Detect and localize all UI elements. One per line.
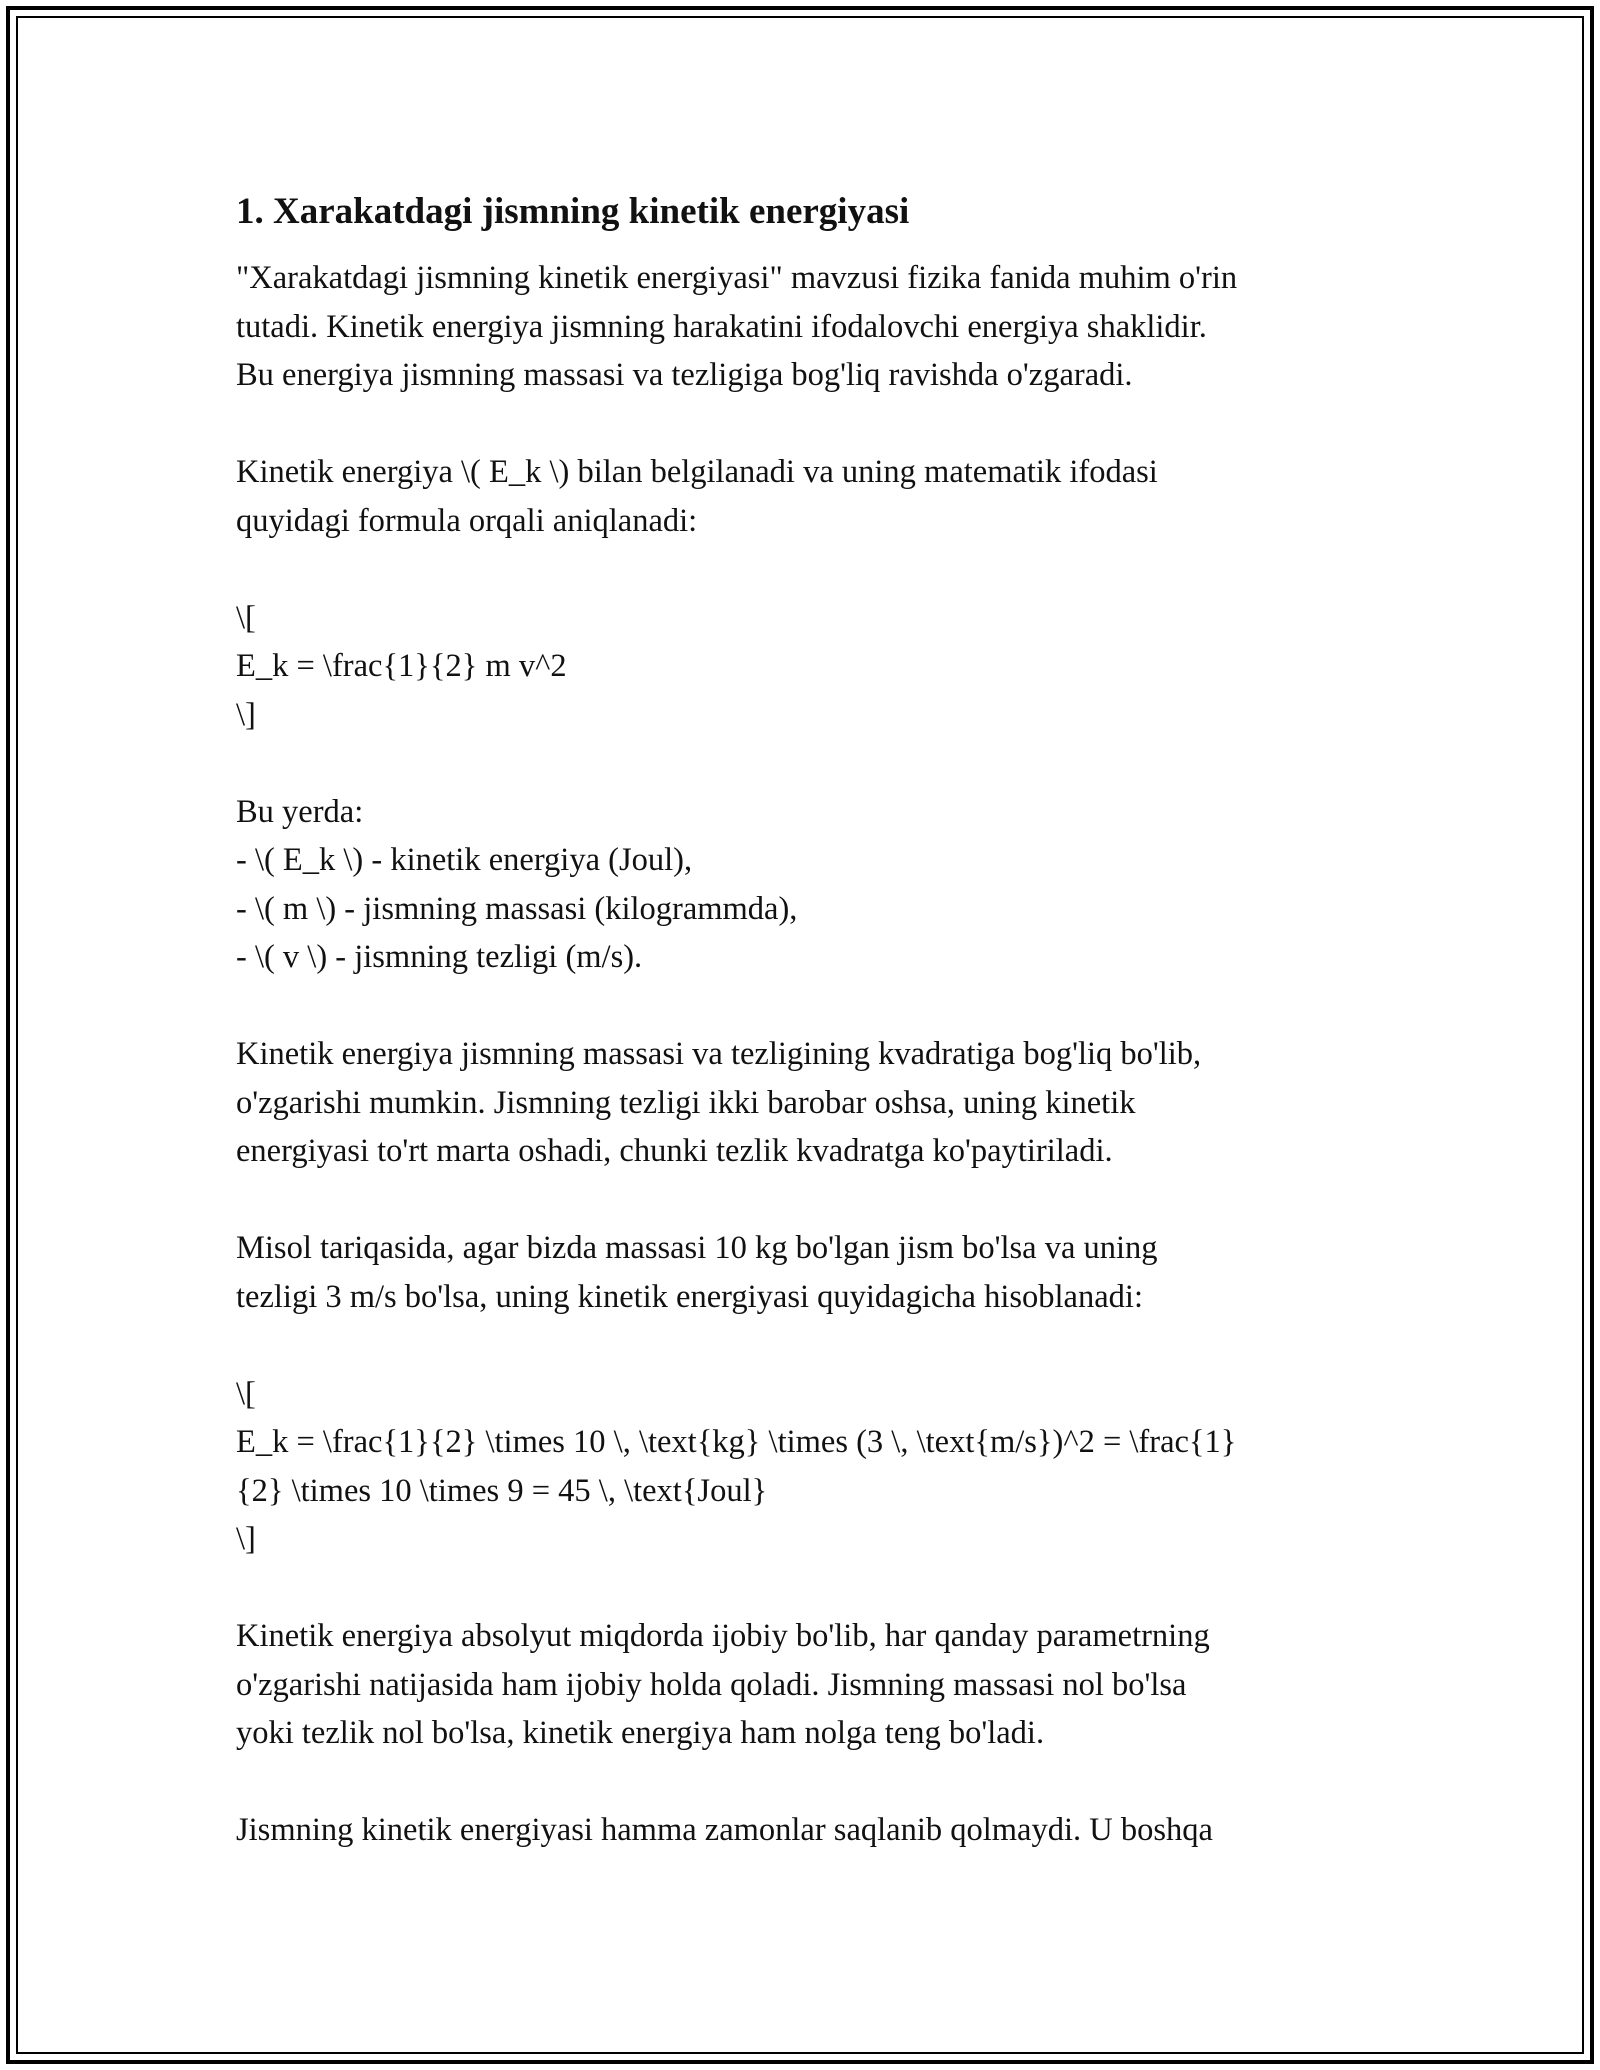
paragraph-dependence: Kinetik energiya jismning massasi va tezligining kvadratiga bog'liq bo'lib, o'zgarishi mumkin. Jismning tezligi ikki barobar oshsa, uning kinetik energiyasi to'rt marta oshadi, chunki tezlik kvadratga ko'paytiriladi. — [236, 1036, 1202, 1169]
paragraph-conservation: Jismning kinetik energiyasi hamma zamonlar saqlanib qolmaydi. U boshqa — [236, 1812, 1213, 1848]
paragraph-intro: "Xarakatdagi jismning kinetik energiyasi" mavzusi fizika fanida muhim o'rin tutadi. Kinetik energiya jismning harakatini ifodalovchi energiya shaklidir. Bu energiya jismning massasi va tezligiga bog'liq ravishda o'zgaradi. — [236, 260, 1238, 393]
formula-kinetic-energy: \[ E_k = \frac{1}{2} m v^2 \] — [236, 599, 567, 733]
formula-example-calculation: \[ E_k = \frac{1}{2} \times 10 \, \text{kg} \times (3 \, \text{m/s})^2 = \frac{1} {2} \times 10 \times 9 = 45 \, \text{Joul} \] — [236, 1375, 1237, 1557]
document-body — [236, 188, 1386, 1903]
paragraph-notation: Kinetik energiya \( E_k \) bilan belgilanadi va uning matematik ifodasi quyidagi formula orqali aniqlanadi: — [236, 454, 1158, 539]
variable-definitions: Bu yerda: - \( E_k \) - kinetik energiya (Joul), - \( m \) - jismning massasi (kilogrammda), - \( v \) - jismning tezligi (m/s). — [236, 793, 798, 975]
paragraph-positivity: Kinetik energiya absolyut miqdorda ijobiy bo'lib, har qanday parametrning o'zgarishi natijasida ham ijobiy holda qoladi. Jismning massasi nol bo'lsa yoki tezlik nol bo'lsa, kinetik energiya ham nolga teng bo'ladi. — [236, 1618, 1210, 1751]
section-heading: 1. Xarakatdagi jismning kinetik energiyasi — [236, 191, 910, 232]
paragraph-example: Misol tariqasida, agar bizda massasi 10 kg bo'lgan jism bo'lsa va uning tezligi 3 m/s bo'lsa, uning kinetik energiyasi quyidagicha hisoblanadi: — [236, 1230, 1158, 1315]
